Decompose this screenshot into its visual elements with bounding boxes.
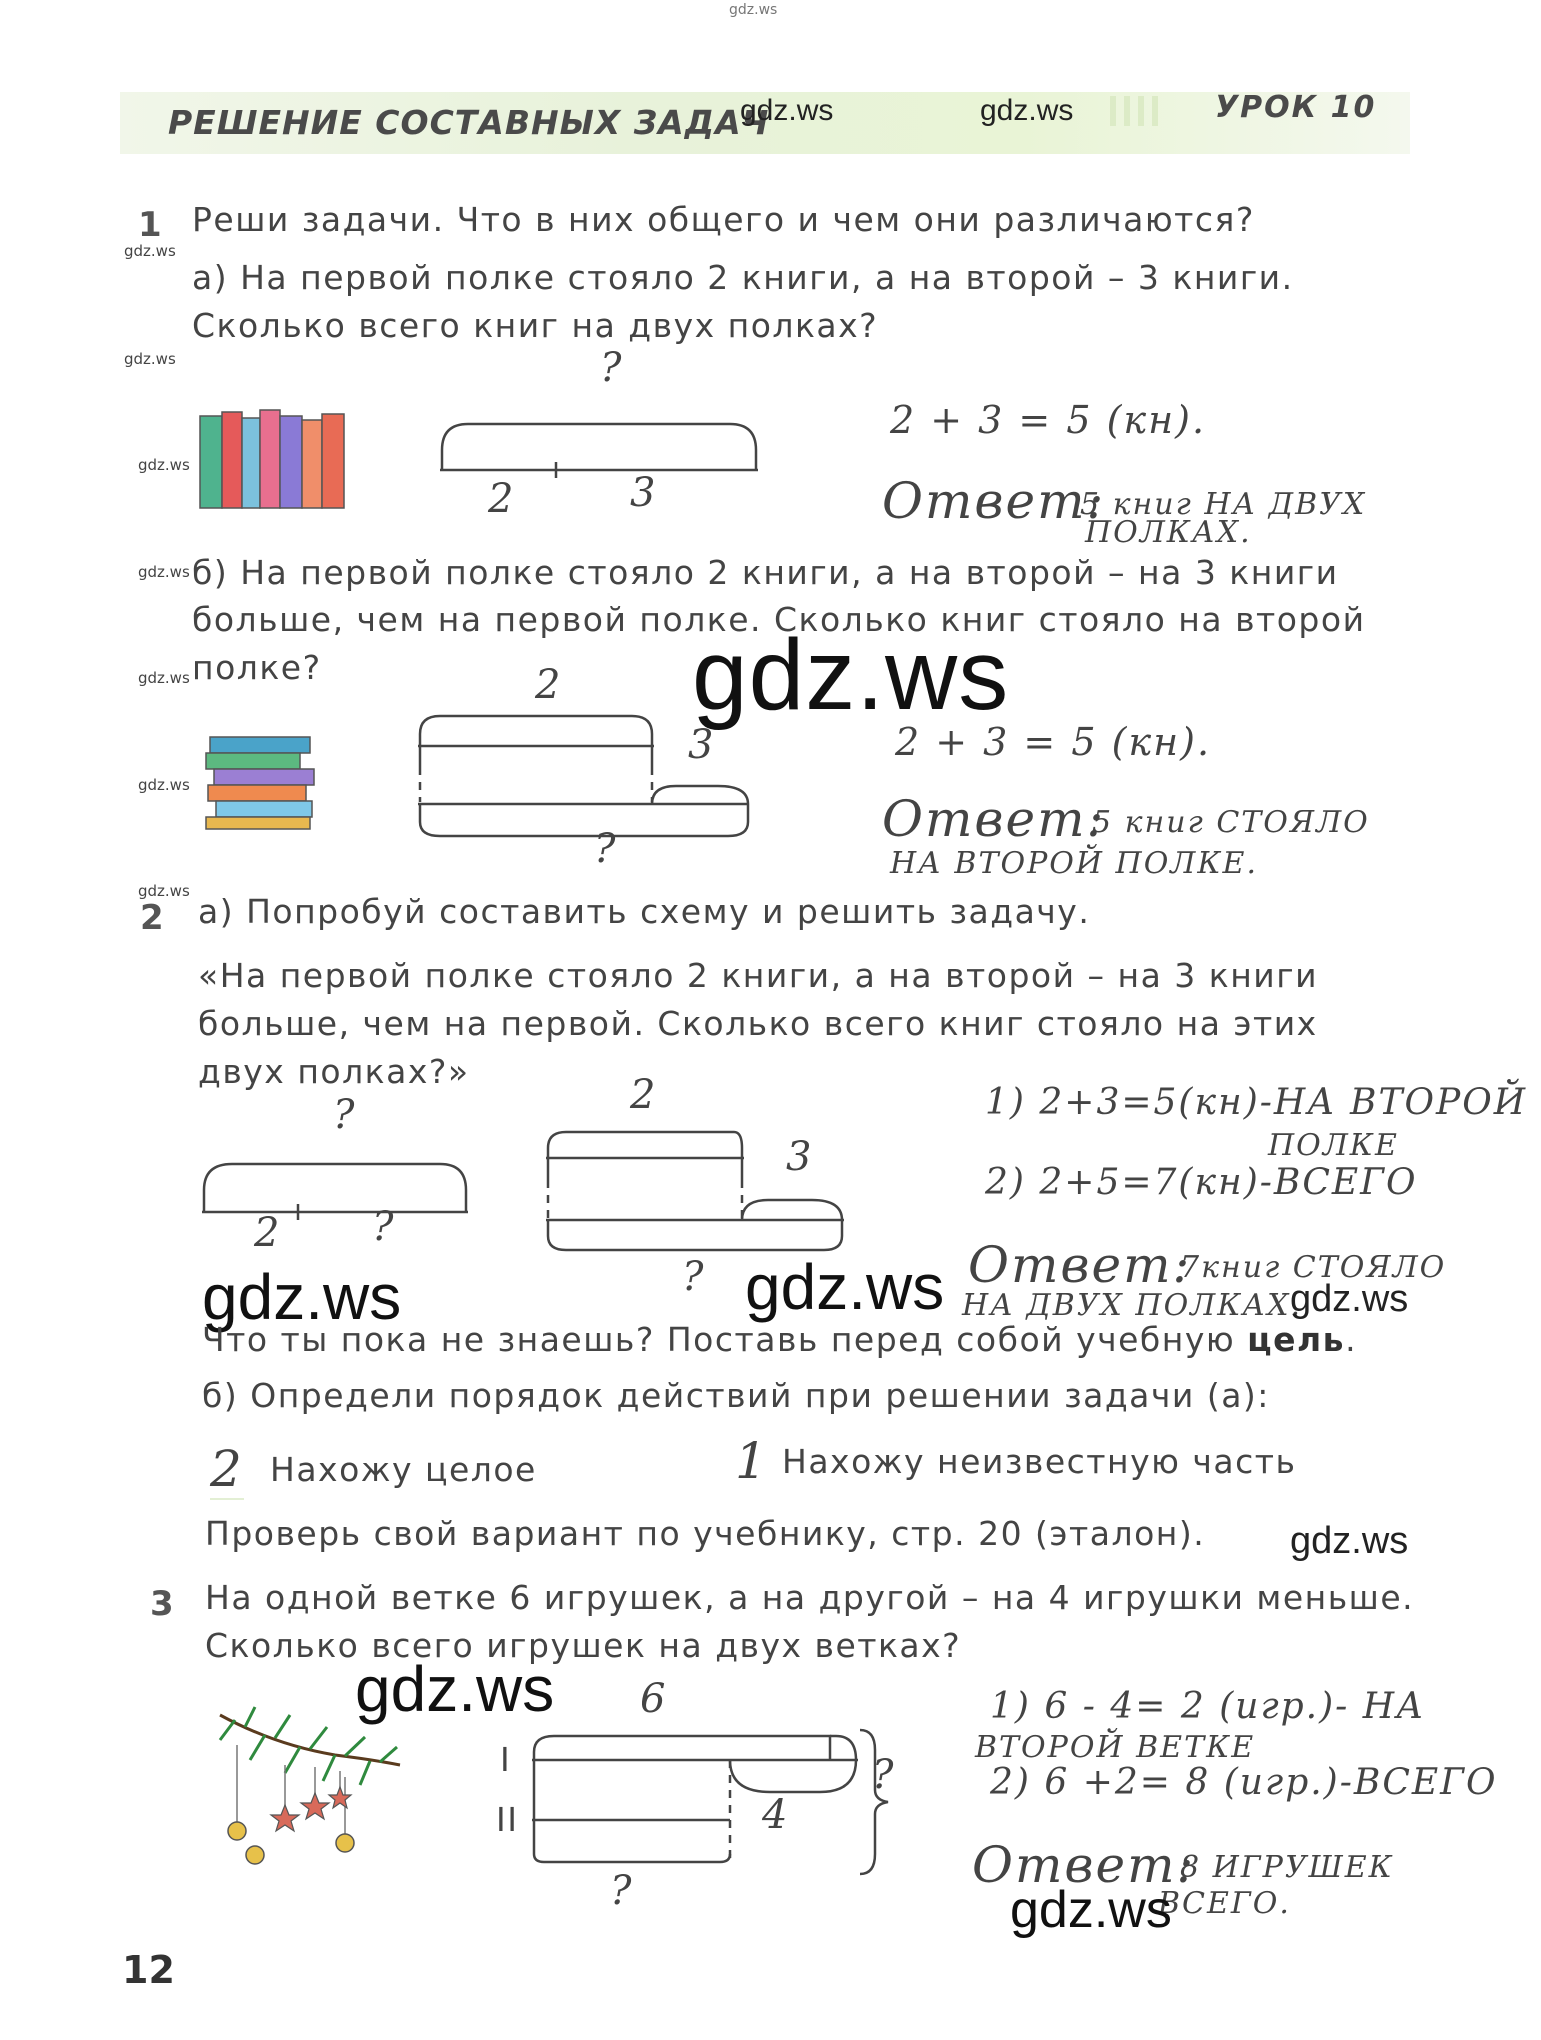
scheme-row-2: II (496, 1800, 519, 1839)
scheme-label-right: ? (372, 1204, 396, 1250)
answer-text: ПОЛКАХ. (1085, 515, 1252, 550)
answer-text: 5 книг НА ДВУХ (1080, 487, 1367, 522)
order-answer-1: 2 (210, 1440, 244, 1498)
answer-text: 7книг СТОЯЛО (1180, 1250, 1447, 1285)
answer-text: НА ВТОРОЙ ПОЛКЕ. (890, 846, 1258, 881)
answer-text: ВСЕГО. (1158, 1886, 1291, 1921)
watermark: gdz.ws (124, 242, 176, 260)
scheme-label-left: 2 (254, 1210, 282, 1256)
scheme-label-top: 2 (535, 662, 563, 708)
page-title: РЕШЕНИЕ СОСТАВНЫХ ЗАДАЧ (168, 103, 770, 142)
answer-word: Ответ: (882, 790, 1106, 848)
header-stripes (1110, 96, 1165, 126)
watermark-large: gdz.ws (355, 1653, 555, 1725)
watermark: gdz.ws (138, 669, 190, 687)
solution-step: ВТОРОЙ ВЕТКЕ (975, 1730, 1256, 1765)
task-number: 2 (140, 898, 164, 938)
solution-step: ПОЛКЕ (1268, 1128, 1399, 1163)
task2-quote-line1: «На первой полке стояло 2 книги, а на второй – на 3 книги (198, 956, 1319, 995)
scheme-label-bottom: ? (682, 1254, 706, 1300)
scheme-label-top: 6 (640, 1676, 668, 1722)
watermark-top: gdz.ws (729, 2, 778, 18)
answer-word: Ответ: (972, 1836, 1196, 1894)
goal-bold: цель (1247, 1320, 1346, 1359)
scheme-label-top: 2 (630, 1072, 658, 1118)
scheme-label-left: 2 (488, 476, 516, 522)
solution-step: 1) 2+3=5(кн)-НА ВТОРОЙ (985, 1082, 1528, 1123)
lesson-label: УРОК 10 (1215, 90, 1377, 125)
answer-text: 5 книг СТОЯЛО (1092, 805, 1370, 840)
task2-quote-line3: двух полках?» (198, 1052, 470, 1091)
task2a-line: а) Попробуй составить схему и решить задачу. (198, 892, 1091, 931)
watermark-large: gdz.ws (1010, 1881, 1172, 1939)
task1a-line2: Сколько всего книг на двух полках? (192, 306, 879, 345)
watermark: gdz.ws (124, 350, 176, 368)
task1-intro: Реши задачи. Что в них общего и чем они различаются? (192, 200, 1255, 239)
scheme-segment-1a (440, 420, 760, 480)
solution-step: 2) 2+5=7(кн)-ВСЕГО (985, 1162, 1418, 1203)
order-option-2: Нахожу неизвестную часть (782, 1442, 1297, 1481)
watermark-large: gdz.ws (745, 1251, 945, 1323)
solution-step: 1) 6 - 4= 2 (игр.)- НА (990, 1686, 1426, 1727)
order-answer-2: 1 (735, 1432, 769, 1490)
watermark: gdz.ws (1290, 1278, 1409, 1320)
watermark-large: gdz.ws (202, 1261, 402, 1333)
scheme-label-bottom: ? (594, 826, 618, 872)
task3-line1: На одной ветке 6 игрушек, а на другой – на 4 игрушки меньше. (205, 1578, 1415, 1617)
books-stack-icon (204, 735, 324, 831)
watermark: gdz.ws (138, 882, 190, 900)
task2-quote-line2: больше, чем на первой. Сколько всего книг стояло на этих (198, 1004, 1318, 1043)
scheme-label-top: ? (600, 345, 624, 391)
page-number: 12 (122, 1948, 175, 1992)
order-option-1: Нахожу целое (270, 1450, 537, 1489)
watermark-large: gdz.ws (692, 619, 1010, 731)
task1b-line1: б) На первой полке стояло 2 книги, а на второй – на 3 книги (192, 553, 1339, 592)
answer-word: Ответ: (968, 1236, 1192, 1294)
answer-word: Ответ: (882, 472, 1106, 530)
task3-line2: Сколько всего игрушек на двух ветках? (205, 1626, 962, 1665)
scheme-label-right: 4 (762, 1792, 790, 1838)
goal-line (202, 1320, 1357, 1359)
solution-step: 2) 6 +2= 8 (игр.)-ВСЕГО (990, 1762, 1498, 1803)
scheme-row-1: I (500, 1740, 512, 1779)
answer-text: 8 ИГРУШЕК (1180, 1850, 1394, 1885)
task1a-line1: а) На первой полке стояло 2 книги, а на второй – 3 книги. (192, 258, 1294, 297)
books-standing-icon (198, 410, 348, 515)
task-number: 1 (138, 205, 162, 245)
scheme-label-right: 3 (688, 722, 716, 768)
scheme-label-right: 3 (786, 1134, 814, 1180)
scheme-label-brace: ? (872, 1752, 896, 1798)
scheme-segment-3 (530, 1730, 900, 1880)
scheme-label-right: 3 (630, 470, 658, 516)
watermark: gdz.ws (138, 563, 190, 581)
check-line: Проверь свой вариант по учебнику, стр. 20 (эталон). (205, 1514, 1206, 1553)
fir-branch-icon (215, 1705, 405, 1865)
watermark: gdz.ws (1290, 1520, 1409, 1562)
goal-end: . (1345, 1320, 1358, 1359)
equation: 2 + 3 = 5 (кн). (890, 398, 1207, 442)
task2b-line: б) Определи порядок действий при решении задачи (а): (202, 1376, 1270, 1415)
watermark: gdz.ws (138, 776, 190, 794)
scheme-label-top: ? (333, 1092, 357, 1138)
watermark: gdz.ws (980, 94, 1074, 127)
scheme-segment-2-whole (202, 1160, 472, 1220)
task1b-line3: полке? (192, 648, 322, 687)
scheme-label-bottom: ? (610, 1868, 634, 1914)
task1b-line2: больше, чем на первой полке. Сколько книг стояло на второй (192, 600, 1366, 639)
watermark: gdz.ws (740, 94, 834, 127)
task-number: 3 (150, 1584, 174, 1624)
equation: 2 + 3 = 5 (кн). (895, 720, 1212, 764)
goal-text: Что ты пока не знаешь? Поставь перед собой учебную (202, 1320, 1236, 1359)
watermark: gdz.ws (138, 456, 190, 474)
answer-text: НА ДВУХ ПОЛКАХ. (962, 1288, 1303, 1323)
